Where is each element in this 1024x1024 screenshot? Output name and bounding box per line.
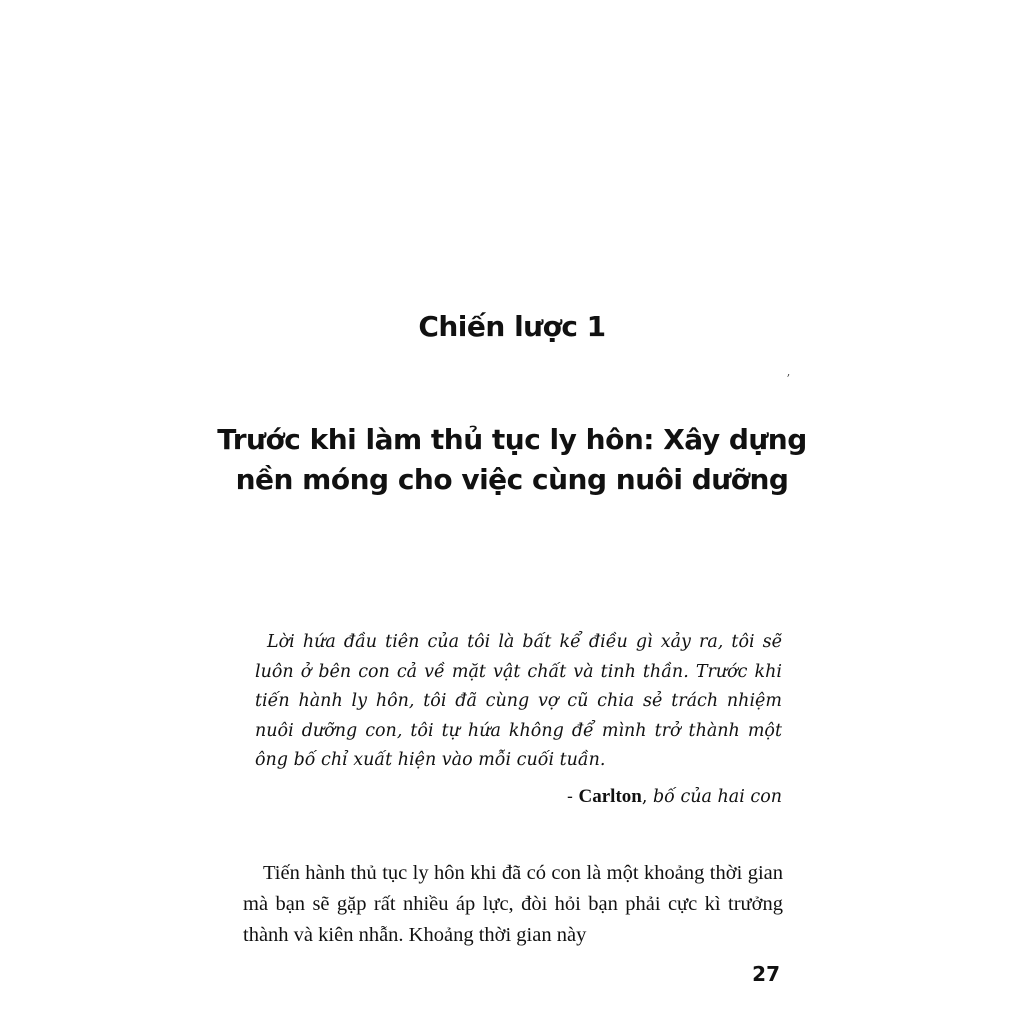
print-speck: ʼ xyxy=(786,372,790,386)
attribution-role: bố của hai con xyxy=(652,787,782,807)
chapter-label: Chiến lược 1 xyxy=(418,310,606,343)
page-number: 27 xyxy=(752,962,780,986)
epigraph-quote: Lời hứa đầu tiên của tôi là bất kể điều gì xảy ra, tôi sẽ luôn ở bên con cả về mặt vật chất và tinh thần. Trước khi tiến hành ly hôn, tôi đã cùng vợ cũ chia sẻ trách nhiệm nuôi dưỡng con, tôi tự hứa không để mình trở thành một ông bố chỉ xuất hiện vào mỗi cuối tuần. xyxy=(255,632,782,770)
attribution-name: Carlton xyxy=(578,786,642,807)
chapter-title: Trước khi làm thủ tục ly hôn: Xây dựng nền móng cho việc cùng nuôi dưỡng xyxy=(217,423,807,496)
attribution-dash: - xyxy=(567,787,579,807)
body-paragraph: Tiến hành thủ tục ly hôn khi đã có con là một khoảng thời gian mà bạn sẽ gặp rất nhiều áp lực, đòi hỏi bạn phải cực kì trưởng thành và kiên nhẫn. Khoảng thời gian này xyxy=(243,862,783,946)
epigraph-attribution xyxy=(255,786,782,808)
attribution-separator: , xyxy=(641,787,653,807)
